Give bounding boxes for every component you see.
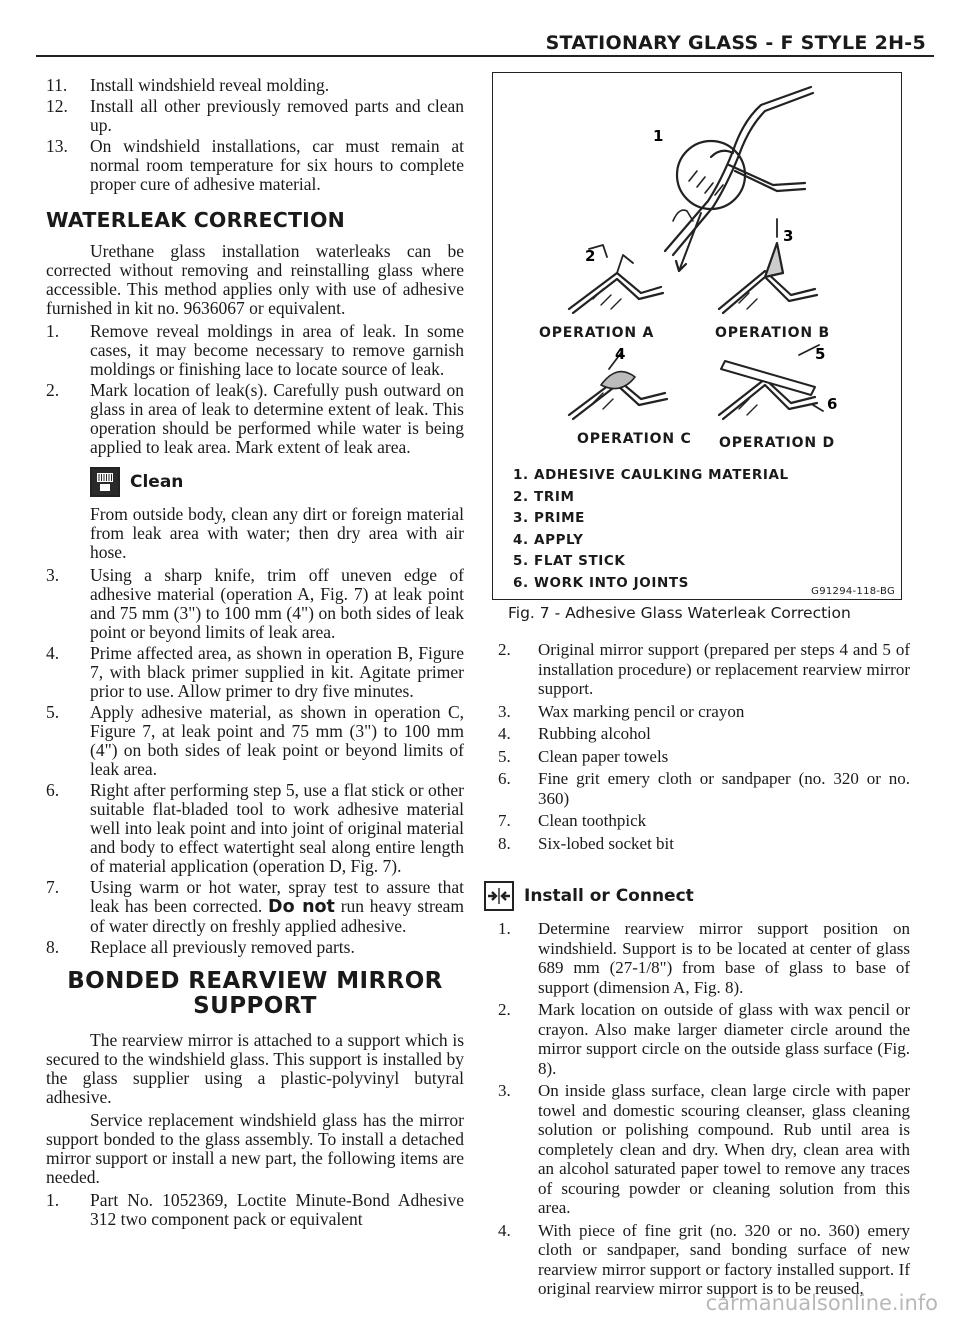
step-text: Fine grit emery cloth or sandpaper (no. 320 or no. 360) [538,769,910,808]
step-text [90,878,464,936]
legend-item: 1. ADHESIVE CAULKING MATERIAL [513,467,789,483]
list-item [492,702,910,722]
page-title: STATIONARY GLASS - F STYLE 2H-5 [545,32,926,54]
figure-caption: Fig. 7 - Adhesive Glass Waterleak Correction [508,604,851,622]
step-number: 11. [46,75,68,95]
step-text: Install windshield reveal molding. [90,75,330,95]
step-text: Part No. 1052369, Loctite Minute-Bond Adhesive 312 two component pack or equivalent [90,1190,464,1229]
mirror-heading-line-1: BONDED REARVIEW MIRROR [67,968,443,994]
list-item [492,747,910,767]
step-number: 2. [498,1000,511,1019]
clean-label: Clean [130,472,184,492]
right-column [492,640,910,1302]
mirror-heading-line-2: SUPPORT [193,993,317,1019]
list-item [492,769,910,808]
step-text: Wax marking pencil or crayon [538,701,745,721]
install-subheading [484,881,910,911]
operation-d-label: OPERATION D [719,435,835,451]
step-number: 6. [498,769,511,788]
step-text: On inside glass surface, clean large circle with paper towel and domestic scouring cleanser, glass cleaning solution or polishing compound. Rub until area is completely clean and dry. When dry, clean area with an alcohol saturated paper towel to remove any traces of scouring powder or cleaning solution from this area. [538,1081,910,1217]
step-number: 2. [498,640,511,659]
step-text: Original mirror support (prepared per steps 4 and 5 of installation procedure) or replacement rearview mirror support. [538,640,910,698]
step-number: 1. [46,321,60,341]
operation-b-label: OPERATION B [715,325,830,341]
install-label: Install or Connect [524,886,694,906]
step-number: 3. [498,1081,511,1100]
step-text: Rubbing alcohol [538,724,651,743]
step7-text-a: Using warm or hot water, spray test to assure that leak has been corrected. [90,877,464,916]
list-item [492,811,910,831]
figure-7 [492,72,902,600]
list-item [46,644,464,701]
watermark: carmanualsonline.info [705,1291,938,1315]
callout-3: 3 [783,227,794,245]
legend-item: 4. APPLY [513,531,584,548]
step-text: Clean paper towels [538,746,669,766]
step-number: 3. [498,701,511,721]
page-header [0,28,960,58]
step-text: Right after performing step 5, use a flat stick or other suitable flat-bladed tool to work adhesive material well into leak point and into joint of original material and body to effect watertight seal along entire length of material application (operation D, Fig. 7). [90,780,464,876]
list-item [492,1221,910,1299]
step-text: Mark location on outside of glass with wax pencil or crayon. Also make larger diameter circle around the mirror support circle on the outside glass surface (Fig. 8). [538,1000,910,1078]
step-text: On windshield installations, car must remain at normal room temperature for six hours to complete proper cure of adhesive material. [90,136,464,194]
step-text: Clean toothpick [538,811,647,830]
left-column [46,76,464,1231]
list-item [46,76,464,95]
step-number: 8. [46,937,60,957]
callout-4: 4 [615,345,626,363]
step-text: Install all other previously removed parts and clean up. [90,96,464,135]
waterleak-intro: Urethane glass installation waterleaks can be corrected without removing and reinstalling glass where accessible. This method applies only with use of adhesive furnished in kit no. 9636067 or equivalent. [46,241,464,318]
list-item [46,878,464,936]
mirror-heading [46,969,464,1019]
callout-1: 1 [653,127,664,145]
waterleak-heading: WATERLEAK CORRECTION [46,208,345,232]
step-number: 4. [46,643,60,663]
step-number: 1. [46,1190,60,1210]
step-text: With piece of fine grit (no. 320 or no. 360) emery cloth or sandpaper, sand bonding surface of new rearview mirror support or factory installed support. If original rearview mirror support is to be reused, [538,1220,910,1298]
list-item [46,381,464,457]
step-number: 6. [46,780,60,800]
do-not-emphasis: Do not [268,897,335,917]
list-item [492,1081,910,1218]
legend-item: 3. PRIME [513,510,585,526]
step-number: 5. [498,746,511,766]
list-item [46,137,464,194]
operation-a-label: OPERATION A [539,325,655,341]
step-number: 12. [46,96,68,116]
header-divider [36,55,934,57]
step7-text-b: run heavy stream of water directly on freshly applied adhesive. [90,896,464,936]
mirror-paragraph-1: The rearview mirror is attached to a support which is secured to the windshield glass. This support is installed by the glass supplier using a plastic-polyvinyl butyral adhesive. [46,1030,464,1107]
step-text: Determine rearview mirror support position on windshield. Support is to be located at center of glass 689 mm (27-1/8") from base of glass to base of support (dimension A, Fig. 8). [538,919,910,997]
list-item [46,322,464,379]
step-number: 1. [498,919,511,938]
figure-code: G91294-118-BG [811,586,895,597]
step-number: 5. [46,702,60,722]
clean-text: From outside body, clean any dirt or foreign material from leak area with water; then dry area with air hose. [90,504,464,562]
list-item [492,834,910,854]
list-item [46,566,464,642]
legend-item: 6. WORK INTO JOINTS [513,574,690,591]
step-text: Apply adhesive material, as shown in operation C, Figure 7, at leak point and 75 mm (3") to 100 mm (4") on both sides of leak point or beyond limits of leak area. [90,702,464,779]
step-number: 7. [46,877,60,897]
legend-item: 2. TRIM [513,488,575,505]
operation-c-label: OPERATION C [577,431,692,447]
step-text: Using a sharp knife, trim off uneven edge of adhesive material (operation A, Fig. 7) at leak point and 75 mm (3") to 100 mm (4") on both sides of leak point or beyond limits of leak area. [90,565,464,642]
list-item [492,919,910,997]
clean-icon [90,467,120,497]
mirror-paragraph-2: Service replacement windshield glass has the mirror support bonded to the glass assembly. To install a detached mirror support or install a new part, the following items are needed. [46,1110,464,1187]
step-number: 3. [46,565,60,585]
step-number: 13. [46,136,68,156]
install-connect-icon [484,881,514,911]
list-item [46,703,464,779]
list-item [492,640,910,699]
step-number: 4. [498,724,511,743]
clean-subheading [90,467,464,497]
callout-6: 6 [827,395,838,413]
steps-top [46,76,464,194]
figure-legend [513,465,789,594]
step-text: Replace all previously removed parts. [90,937,355,957]
list-item [46,1191,464,1229]
legend-item: 5. FLAT STICK [513,553,626,569]
step-text: Prime affected area, as shown in operation B, Figure 7, with black primer supplied in kit. Agitate primer prior to use. Allow primer to dry five minutes. [90,643,464,701]
list-item [46,97,464,135]
list-item [46,781,464,876]
list-item [492,724,910,744]
step-number: 8. [498,833,511,853]
step-text: Mark location of leak(s). Carefully push outward on glass in area of leak to determine extent of leak. This operation should be performed while water is being applied to leak area. Mark extent of leak area. [90,380,464,457]
figure-illustration [493,73,900,463]
step-number: 4. [498,1220,511,1240]
step-number: 2. [46,380,60,400]
list-item [492,1000,910,1078]
callout-2: 2 [585,247,596,265]
list-item [46,938,464,957]
step-text: Remove reveal moldings in area of leak. In some cases, it may become necessary to remove garnish moldings or finishing lace to locate source of leak. [90,321,464,379]
callout-5: 5 [815,345,826,363]
step-text: Six-lobed socket bit [538,833,674,853]
step-number: 7. [498,811,511,830]
